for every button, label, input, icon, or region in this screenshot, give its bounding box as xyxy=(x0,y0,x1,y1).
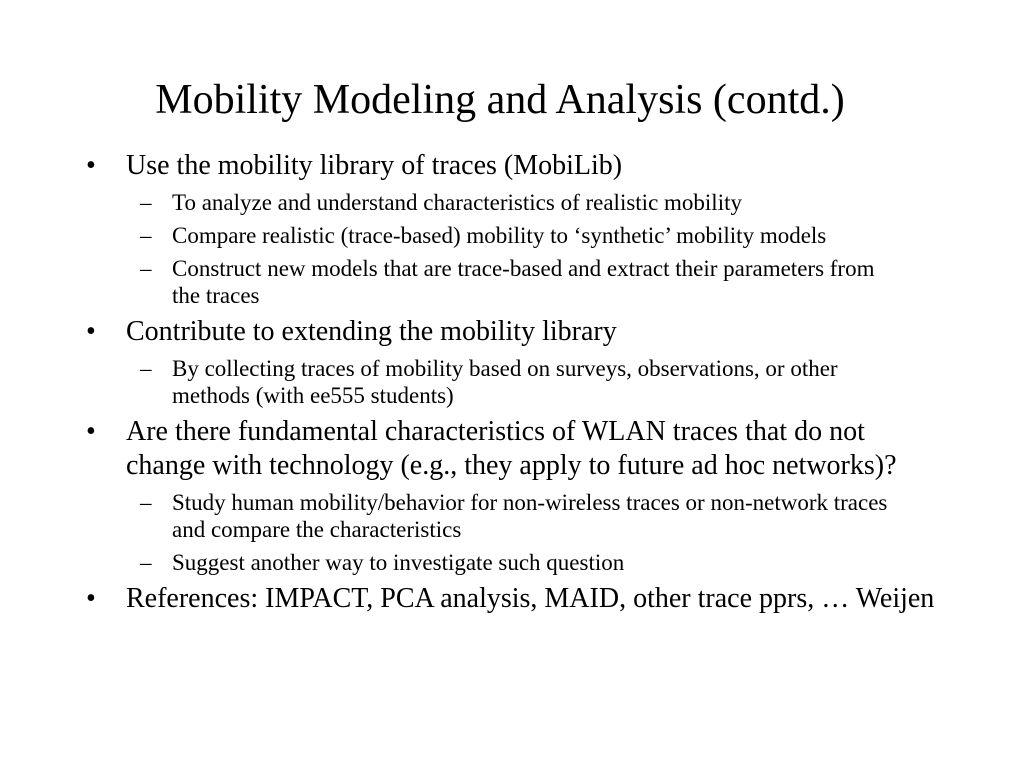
bullet-marker: • xyxy=(86,150,96,181)
bullet-item xyxy=(0,582,946,616)
sub-item xyxy=(0,355,902,409)
bullet-item xyxy=(0,415,946,483)
slide-title: Mobility Modeling and Analysis (contd.) xyxy=(155,77,845,123)
sub-marker: – xyxy=(140,490,152,515)
sub-text: Study human mobility/behavior for non-wireless traces or non-network traces and compare the characteristics xyxy=(172,490,888,542)
sub-marker: – xyxy=(140,356,152,381)
bullet-marker: • xyxy=(86,316,96,347)
sub-marker: – xyxy=(140,550,152,575)
sub-marker: – xyxy=(140,190,152,215)
bullet-text: References: IMPACT, PCA analysis, MAID, other trace pprs, … Weijen xyxy=(126,583,935,614)
sub-list xyxy=(0,189,1024,309)
sub-list xyxy=(0,355,1024,409)
sub-text: Suggest another way to investigate such question xyxy=(172,550,625,575)
sub-item xyxy=(0,489,902,543)
sub-item xyxy=(0,255,902,309)
bullet-item xyxy=(0,315,946,349)
sub-text: Construct new models that are trace-based and extract their parameters from the traces xyxy=(172,256,875,308)
bullet-item xyxy=(0,149,946,183)
bullet-text: Are there fundamental characteristics of WLAN traces that do not change with technology (e.g., they apply to future ad hoc networks)? xyxy=(126,416,897,481)
sub-text: Compare realistic (trace-based) mobility to ‘synthetic’ mobility models xyxy=(172,223,827,248)
bullet-marker: • xyxy=(86,583,96,614)
slide-content xyxy=(0,145,1024,616)
sub-text: By collecting traces of mobility based on surveys, observations, or other methods (with ee555 students) xyxy=(172,356,838,408)
sub-list xyxy=(0,489,1024,576)
sub-item xyxy=(0,189,902,216)
sub-item xyxy=(0,549,902,576)
bullet-marker: • xyxy=(86,416,96,447)
sub-marker: – xyxy=(140,256,152,281)
sub-marker: – xyxy=(140,223,152,248)
bullet-text: Contribute to extending the mobility library xyxy=(126,316,617,347)
bullet-text: Use the mobility library of traces (MobiLib) xyxy=(126,150,623,181)
sub-text: To analyze and understand characteristics of realistic mobility xyxy=(172,190,742,215)
sub-item xyxy=(0,222,902,249)
